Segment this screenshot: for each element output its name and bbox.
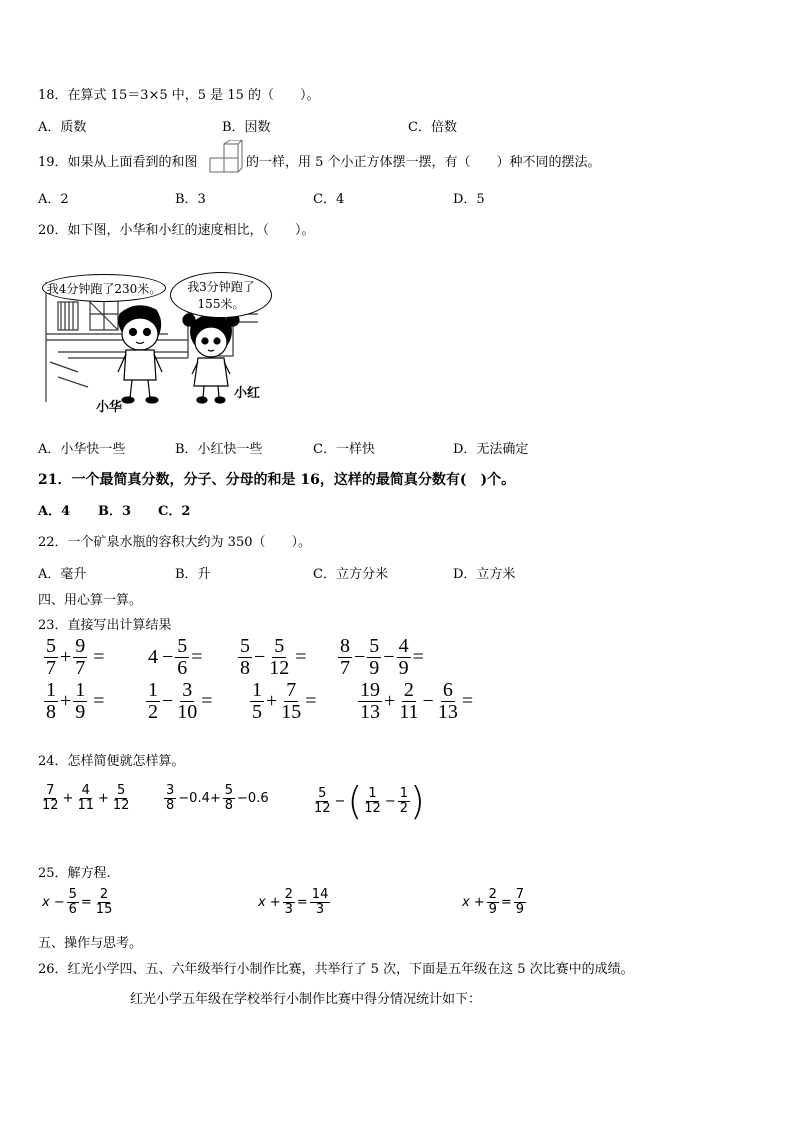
- fraction: $\frac{6}{13}$: [437, 679, 458, 723]
- q22-option-c[interactable]: C．立方分米: [313, 567, 388, 582]
- fraction: $\frac{2}{3}$: [284, 887, 293, 917]
- q19-stem-before: 19．如果从上面看到的和图: [38, 155, 198, 170]
- q21-option-c[interactable]: C．2: [158, 504, 191, 519]
- fraction: $\frac{3}{8}$: [166, 783, 175, 813]
- q24-expr-1: $\frac{7}{12}$ + $\frac{4}{11}$ + $\frac{5}{12}$: [42, 783, 130, 813]
- bubble-hua-text: 我4分钟跑了230米。: [46, 281, 162, 296]
- q19-option-a[interactable]: A．2: [38, 192, 69, 207]
- q23-expr-2: 4 − $\frac{5}{6}$ =: [148, 635, 203, 679]
- section4-heading: 四、用心算一算。: [38, 593, 143, 608]
- fraction: $\frac{7}{9}$: [515, 887, 525, 917]
- fraction: $\frac{5}{9}$: [369, 635, 380, 679]
- fraction: $\frac{1}{2}$: [399, 785, 409, 816]
- label-xiaohua: 小华: [96, 400, 123, 415]
- fraction: $\frac{4}{11}$: [77, 783, 94, 813]
- q19-option-d[interactable]: D．5: [453, 192, 485, 207]
- cube-top-view-figure: [208, 140, 244, 174]
- fraction: $\frac{14}{3}$: [311, 887, 329, 917]
- q20-option-d[interactable]: D．无法确定: [453, 442, 529, 457]
- fraction: $\frac{4}{9}$: [398, 635, 409, 679]
- fraction: $\frac{5}{12}$: [314, 785, 331, 816]
- q22-option-d[interactable]: D．立方米: [453, 567, 516, 582]
- q25-stem: 25．解方程.: [38, 866, 111, 881]
- fraction: $\frac{5}{6}$: [68, 887, 77, 917]
- fraction: $\frac{7}{15}$: [281, 679, 302, 723]
- q23-expr-5: $\frac{1}{8}$ + $\frac{1}{9}$ =: [46, 679, 105, 723]
- q23-expr-1: $\frac{5}{7}$ + $\frac{9}{7}$ =: [46, 635, 105, 679]
- bubble-hong-text-2: 155米。: [197, 297, 245, 311]
- bubble-hong-text-1: 我3分钟跑了: [187, 280, 255, 294]
- q21-option-a[interactable]: A．4: [38, 504, 71, 519]
- fraction: $\frac{5}{6}$: [177, 635, 188, 679]
- q23-expr-7: $\frac{1}{5}$ + $\frac{7}{15}$ =: [252, 679, 317, 723]
- q18-option-a[interactable]: A．质数: [38, 120, 87, 135]
- fraction: $\frac{1}{8}$: [46, 679, 56, 723]
- q18-stem: 18．在算式 15＝3×5 中，5 是 15 的（ ）。: [38, 88, 320, 103]
- fraction: $\frac{5}{8}$: [240, 635, 250, 679]
- speech-bubble-hong: [170, 272, 272, 318]
- fraction: $\frac{8}{7}$: [340, 635, 350, 679]
- fraction: $\frac{5}{12}$: [112, 783, 130, 813]
- section5-heading: 五、操作与思考。: [38, 936, 143, 951]
- q24-expr-2: $\frac{3}{8}$ −0.4+ $\frac{5}{8}$ −0.6: [166, 783, 269, 813]
- q24-stem: 24．怎样简便就怎样算。: [38, 754, 185, 769]
- q26-stem: 26．红光小学四、五、六年级举行小制作比赛，共举行了 5 次，下面是五年级在这 5 次比赛中的成绩。: [38, 962, 634, 977]
- q22-option-a[interactable]: A．毫升: [38, 567, 87, 582]
- q19-option-b[interactable]: B．3: [175, 192, 206, 207]
- q23-expr-8: $\frac{19}{13}$ + $\frac{2}{11}$ − $\frac{6}{13}$ =: [360, 679, 474, 723]
- label-xiaohong: 小红: [234, 386, 261, 401]
- q18-option-b[interactable]: B．因数: [222, 120, 271, 135]
- q25-equation-1: x − $\frac{5}{6}$ = $\frac{2}{15}$: [42, 887, 113, 917]
- q20-stem: 20．如下图，小华和小红的速度相比，（ ）。: [38, 223, 315, 238]
- q21-option-b[interactable]: B．3: [98, 504, 132, 519]
- fraction: $\frac{2}{11}$: [399, 679, 419, 723]
- q23-expr-3: $\frac{5}{8}$ − $\frac{5}{12}$ =: [240, 635, 307, 679]
- q19-stem-after: 的一样，用 5 个小正方体摆一摆，有（ ）种不同的摆法。: [246, 155, 601, 170]
- fraction: $\frac{7}{12}$: [42, 783, 59, 813]
- fraction: $\frac{1}{5}$: [252, 679, 262, 723]
- fraction: $\frac{9}{7}$: [75, 635, 86, 679]
- q23-stem: 23．直接写出计算结果: [38, 618, 172, 633]
- fraction: $\frac{19}{13}$: [360, 679, 380, 723]
- q19-option-c[interactable]: C．4: [313, 192, 345, 207]
- q24-expr-3: $\frac{5}{12}$ − ( $\frac{1}{12}$ − $\frac{1}{2}$ ): [314, 779, 425, 823]
- fraction: $\frac{2}{15}$: [95, 887, 113, 917]
- q20-option-b[interactable]: B．小红快一些: [175, 442, 263, 457]
- fraction: $\frac{1}{2}$: [148, 679, 158, 723]
- fraction: $\frac{1}{12}$: [364, 785, 381, 816]
- fraction: $\frac{3}{10}$: [177, 679, 198, 723]
- q23-expr-4: $\frac{8}{7}$ − $\frac{5}{9}$ − $\frac{4}{9}$ =: [340, 635, 424, 679]
- speech-bubble-hua: [42, 274, 166, 302]
- fraction: $\frac{5}{8}$: [224, 783, 234, 813]
- q25-equation-3: x + $\frac{2}{9}$ = $\frac{7}{9}$: [462, 887, 525, 917]
- q18-option-c[interactable]: C．倍数: [408, 120, 457, 135]
- fraction: $\frac{5}{7}$: [46, 635, 56, 679]
- q23-expr-6: $\frac{1}{2}$ − $\frac{3}{10}$ =: [148, 679, 213, 723]
- q22-option-b[interactable]: B．升: [175, 567, 211, 582]
- fraction: $\frac{2}{9}$: [488, 887, 497, 917]
- q21-stem: 21．一个最简真分数，分子、分母的和是 16，这样的最简真分数有( )个。: [38, 472, 516, 488]
- q22-stem: 22．一个矿泉水瓶的容积大约为 350（ ）。: [38, 535, 311, 550]
- left-paren-icon: (: [347, 779, 363, 823]
- q20-illustration: [38, 262, 278, 415]
- q26-caption: 红光小学五年级在学校举行小制作比赛中得分情况统计如下：: [130, 992, 482, 1007]
- q20-option-a[interactable]: A．小华快一些: [38, 442, 126, 457]
- q25-equation-2: x + $\frac{2}{3}$ = $\frac{14}{3}$: [258, 887, 329, 917]
- right-paren-icon: ): [410, 779, 425, 823]
- fraction: $\frac{5}{12}$: [269, 635, 290, 679]
- fraction: $\frac{1}{9}$: [75, 679, 86, 723]
- q20-option-c[interactable]: C．一样快: [313, 442, 375, 457]
